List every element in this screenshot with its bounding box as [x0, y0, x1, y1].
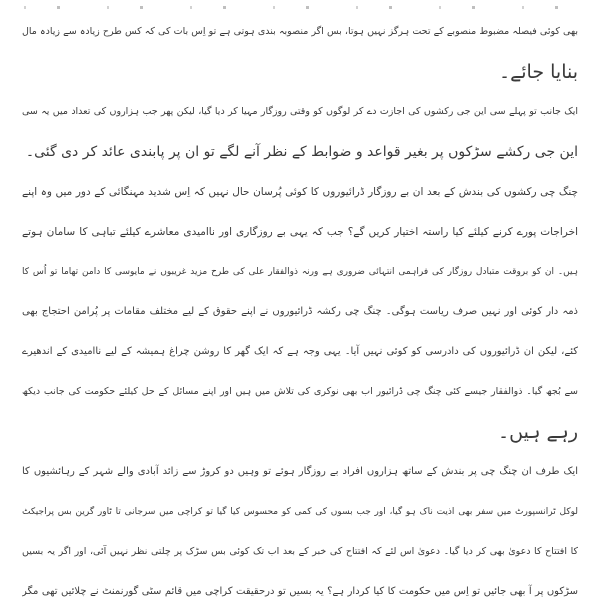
text-line: ایک طرف ان چنگ چی پر بندش کے ساتھ ہزاروں افراد بے روزگار ہوئے تو وہیں دو کروڑ سے زائد آبادی والے شہر کے رہائشیوں کا [22, 466, 578, 477]
text-line: بھی کوئی فیصلہ مضبوط منصوبے کے تحت ہرگز نہیں ہوتا، بس اگر منصوبہ بندی ہوتی ہے تو اِس بات کی کہ کس طرح زیادہ سے زیادہ مال [22, 26, 578, 37]
text-line: کا افتتاح کا دعویٰ بھی کر دیا گیا۔ دعویٰ اس لئے کہ افتتاح کی خبر کے بعد اب تک کوئی بس سڑک پر چلتی نظر نہیں آئی، اور اگر یہ بسیں [22, 546, 578, 557]
text-line: ہیں۔ ان کو بروقت متبادل روزگار کی فراہمی انتہائی ضروری ہے ورنہ ذوالفقار علی کی طرح مزید غریبوں نے مایوسی کا دامن تھاما تو اُس کا [22, 267, 578, 277]
text-line: لوکل ٹرانسپورٹ میں سفر بھی اذیت ناک ہو گیا، اور جب بسوں کی کمی کو محسوس کیا گیا تو کراچی میں سرجانی تا ٹاور گرین بس پراجیکٹ [22, 507, 578, 517]
text-line: سے بُجھ گیا۔ ذوالفقار جیسے کئی چنگ چی ڈرائیور اب بھی نوکری کی تلاش میں ہیں اور اپنے مسائل کے حل کیلئے حکومت کی جانب دیکھ [22, 386, 578, 397]
text-line: کئے، لیکن ان ڈرائیوروں کی دادرسی کو کوئی نہیں آیا۔ یہی وجہ ہے کہ ایک گھر کا روشن چراغ ہمیشہ کے لیے ناامیدی کے اندھیرے [22, 346, 578, 357]
paragraph [22, 172, 578, 452]
paragraph [22, 92, 578, 172]
text-line: رہے ہیں۔ [498, 421, 578, 443]
paragraph [22, 12, 578, 92]
text-line: چنگ چی رکشوں کی بندش کے بعد ان بے روزگار ڈرائیوروں کا کوئی پُرسان حال نہیں کہ اِس شدید مہنگائی کے دور میں وہ اپنے [22, 186, 578, 198]
text-line: ذمہ دار کوئی اور نہیں صرف ریاست ہوگی۔ چنگ چی رکشہ ڈرائیوروں نے اپنے حقوق کے لیے مختلف مقامات پر پُرامن احتجاج بھی [22, 306, 578, 317]
article-text [22, 12, 578, 600]
text-line: این جی رکشے سڑکوں پر بغیر قواعد و ضوابط کے نظر آنے لگے تو ان پر پابندی عائد کر دی گئی۔ [25, 144, 578, 160]
paragraph [22, 452, 578, 600]
clipped-text-fragments [24, 0, 576, 9]
text-line: ایک جانب تو پہلے سی این جی رکشوں کی اجازت دے کر لوگوں کو وقتی روزگار مہیا کر دیا گیا، لیکن پھر جب ہزاروں کی تعداد میں یہ سی [22, 106, 578, 117]
text-line: سڑکوں پر آ بھی جائیں تو اِس میں حکومت کا کیا کردار ہے؟ یہ بسیں تو درحقیقت کراچی میں قائم سٹی گورنمنٹ نے چلائیں تھی مگر [22, 586, 578, 597]
text-line: بنایا جائے۔ [498, 61, 578, 83]
text-line: اخراجات پورے کرنے کیلئے کیا راستہ اختیار کریں گے؟ جب کہ یہی بے روزگاری اور ناامیدی معاشرے کیلئے تباہی کا سامان ہوتے [22, 226, 578, 238]
